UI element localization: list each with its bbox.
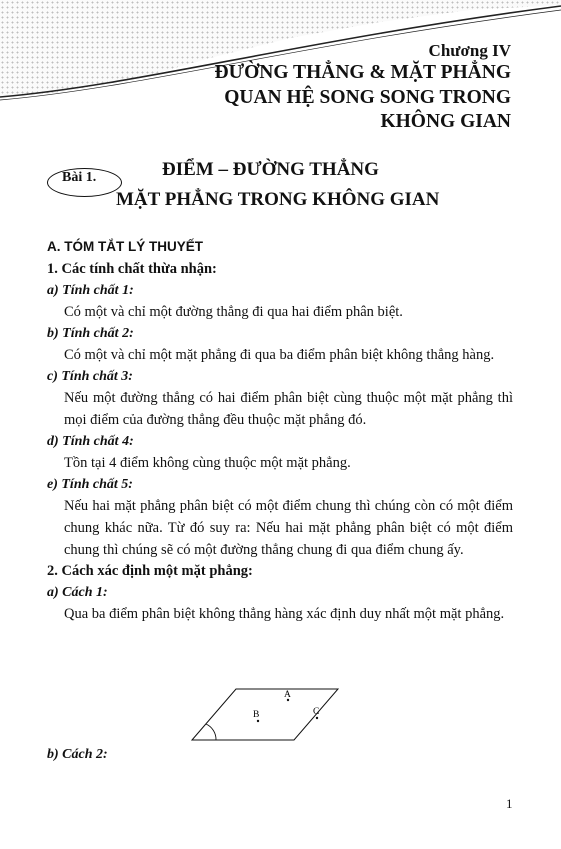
property-item: [47, 323, 513, 366]
property-item: [47, 474, 513, 561]
property-text: Nếu một đường thẳng có hai điểm phân biệt cùng thuộc một mặt phẳng thì mọi điểm của đường thẳng đều thuộc mặt phẳng đó.: [64, 390, 513, 428]
property-text: Có một và chỉ một mặt phẳng đi qua ba điểm phân biệt không thẳng hàng.: [64, 347, 495, 363]
part-heading: 1. Các tính chất thừa nhận:: [47, 261, 217, 277]
lesson-subtitle: MẶT PHẲNG TRONG KHÔNG GIAN: [116, 189, 440, 210]
property-label: e) Tính chất 5:: [47, 477, 133, 492]
lesson-tag: [47, 168, 122, 197]
property-label: a) Tính chất 1:: [47, 283, 134, 298]
lesson-title: ĐIỂM – ĐƯỜNG THẲNG: [162, 159, 379, 180]
property-label: b) Tính chất 2:: [47, 326, 134, 341]
chapter-title-line: KHÔNG GIAN: [380, 111, 511, 132]
property-label: c) Tính chất 3:: [47, 369, 133, 384]
property-item: [47, 366, 513, 431]
property-item: [47, 431, 513, 474]
chapter-title-line: ĐƯỜNG THẲNG & MẶT PHẲNG: [214, 62, 511, 83]
lesson-tag-label: Bài 1.: [62, 170, 97, 185]
method-text: Qua ba điểm phân biệt không thẳng hàng xác định duy nhất một mặt phẳng.: [64, 606, 505, 622]
chapter-number: Chương IV: [428, 41, 511, 60]
point-label-a: A: [284, 690, 291, 700]
part-heading: 2. Cách xác định một mặt phẳng:: [47, 563, 253, 579]
point-label-c: C: [313, 707, 320, 717]
point-label-b: B: [253, 710, 260, 720]
property-text: Tồn tại 4 điểm không cùng thuộc một mặt phẳng.: [64, 455, 351, 471]
property-label: d) Tính chất 4:: [47, 434, 134, 449]
theory-body: [47, 237, 513, 625]
property-item: [47, 280, 513, 323]
plane-figure: [190, 683, 340, 743]
method-label: b) Cách 2:: [47, 747, 108, 762]
property-text: Nếu hai mặt phẳng phân biệt có một điểm chung thì chúng còn có một điểm chung khác nữa. Từ đó suy ra: Nếu hai mặt phẳng phân biệt có một điểm chung thì chúng sẽ có một đường thẳng chung đi qua điểm chung ấy.: [64, 498, 513, 558]
plane-parallelogram: [190, 683, 340, 743]
method-label: a) Cách 1:: [47, 585, 108, 600]
chapter-title-line: QUAN HỆ SONG SONG TRONG: [224, 86, 511, 108]
property-text: Có một và chỉ một đường thẳng đi qua hai điểm phân biệt.: [64, 304, 403, 320]
section-heading: A. TÓM TẮT LÝ THUYẾT: [47, 239, 203, 254]
chapter-heading: [215, 40, 511, 135]
page-number: 1: [506, 796, 513, 811]
